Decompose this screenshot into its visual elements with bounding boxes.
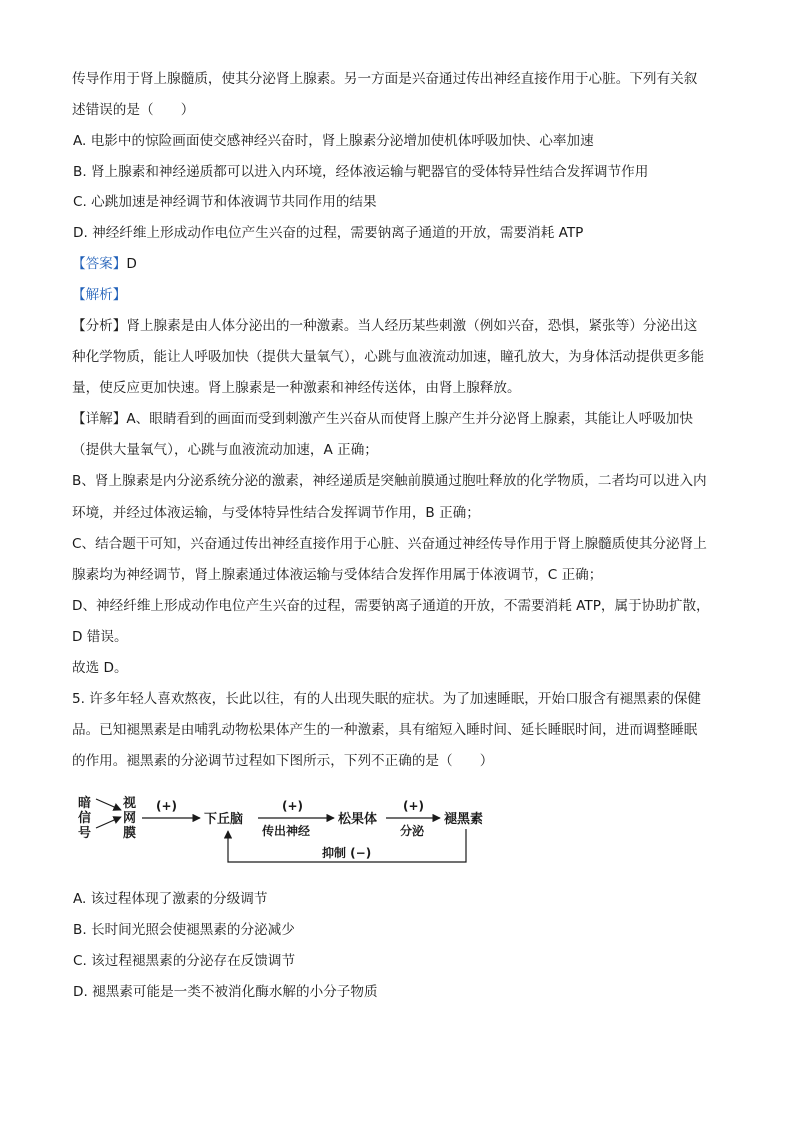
xiangjie-line-4: 环境，并经过体液运输，与受体特异性结合发挥调节作用，B 正确； — [72, 505, 480, 521]
fenxi-line-2: 种化学物质，能让人呼吸加快（提供大量氧气），心跳与血液流动加速，瞳孔放大，为身体活动提供更多能 — [72, 349, 705, 365]
xiangjie-line-5: C、结合题干可知，兴奋通过传出神经直接作用于心脏、兴奋通过神经传导作用于肾上腺髓质使其分泌肾上 — [72, 536, 707, 552]
xiangjie-line-6: 腺素均为神经调节，肾上腺素通过体液运输与受体结合发挥作用属于体液调节，C 正确； — [72, 567, 603, 583]
hypothalamus-label: 下丘脑 — [204, 812, 244, 827]
question-5-stem-line-3: 的作用。褪黑素的分泌调节过程如下图所示，下列不正确的是（ ） — [72, 753, 494, 769]
efferent-nerve-label: 传出神经 — [262, 824, 311, 838]
answer-line — [72, 255, 724, 273]
question-4-stem-line-2: 述错误的是（ ） — [72, 102, 195, 118]
signal-char-1: 暗 — [78, 796, 92, 811]
xiangjie-line-2: （提供大量氧气），心跳与血液流动加速，A 正确； — [72, 442, 378, 458]
xiangjie-line-8: D 错误。 — [72, 629, 128, 645]
question-4-stem-line-1: 传导作用于肾上腺髓质，使其分泌肾上腺素。另一方面是兴奋通过传出神经直接作用于心脏。下列有关叙 — [72, 71, 698, 87]
question-5-stem-line-2: 品。已知褪黑素是由哺乳动物松果体产生的一种激素，具有缩短入睡时间、延长睡眠时间，进而调整睡眠 — [72, 722, 698, 738]
signal-arrow-upper — [96, 799, 121, 810]
xiangjie-line-3: B、肾上腺素是内分泌系统分泌的激素，神经递质是突触前膜通过胞吐释放的化学物质，二者均可以进入内 — [72, 473, 707, 489]
retina-char-1: 视 — [123, 796, 137, 811]
fenxi-tag: 【分析】 — [72, 318, 127, 334]
plus-label-2: (+) — [282, 799, 304, 813]
plus-label-1: (+) — [156, 799, 178, 813]
fenxi-line-1 — [72, 317, 724, 335]
fenxi-text-1: 肾上腺素是由人体分泌出的一种激素。当人经历某些刺激（例如兴奋，恐惧，紧张等）分泌出这 — [126, 318, 698, 334]
pineal-label: 松果体 — [338, 812, 378, 827]
plus-label-3: (+) — [403, 799, 425, 813]
xiangjie-text-1: A、眼睛看到的画面而受到刺激产生兴奋从而使肾上腺产生并分泌肾上腺素，其能让人呼吸加快 — [126, 411, 694, 427]
melatonin-label: 褪黑素 — [444, 812, 484, 827]
secrete-label: 分泌 — [400, 824, 425, 838]
question-5-stem-line-1: 5. 许多年轻人喜欢熬夜，长此以往，有的人出现失眠的症状。为了加速睡眠，开始口服含有褪黑素的保健 — [72, 691, 702, 707]
xiangjie-tag: 【详解】 — [72, 411, 127, 427]
signal-char-2: 信 — [78, 811, 92, 826]
signal-char-3: 号 — [78, 826, 92, 841]
q5-option-c: C. 该过程褪黑素的分泌存在反馈调节 — [73, 953, 296, 969]
signal-arrow-lower — [96, 817, 121, 828]
inhibit-label: 抑制 (−) — [322, 846, 372, 860]
q5-option-b: B. 长时间光照会使褪黑素的分泌减少 — [73, 922, 295, 938]
answer-tag: 【答案】 — [72, 256, 127, 272]
answer-value: D — [126, 256, 137, 272]
retina-char-3: 膜 — [123, 826, 137, 841]
fenxi-line-3: 量，使反应更加快速。肾上腺素是一种激素和神经传送体，由肾上腺释放。 — [72, 380, 521, 396]
option-d: D. 神经纤维上形成动作电位产生兴奋的过程，需要钠离子通道的开放，需要消耗 ATP — [73, 225, 584, 241]
option-a: A. 电影中的惊险画面使交感神经兴奋时，肾上腺素分泌增加使机体呼吸加快、心率加速 — [73, 133, 594, 149]
option-c: C. 心跳加速是神经调节和体液调节共同作用的结果 — [73, 194, 377, 210]
q5-option-d: D. 褪黑素可能是一类不被消化酶水解的小分子物质 — [73, 984, 378, 1000]
xiangjie-line-1 — [72, 410, 724, 428]
option-b: B. 肾上腺素和神经递质都可以进入内环境，经体液运输与靶器官的受体特异性结合发挥调节作用 — [73, 164, 649, 180]
xiangjie-line-7: D、神经纤维上形成动作电位产生兴奋的过程，需要钠离子通道的开放，不需要消耗 ATP，属于协助扩散， — [72, 598, 710, 614]
melatonin-regulation-diagram — [76, 793, 506, 868]
xiangjie-line-9: 故选 D。 — [72, 660, 128, 676]
analysis-tag: 【解析】 — [72, 287, 127, 303]
retina-char-2: 网 — [123, 811, 137, 826]
q5-option-a: A. 该过程体现了激素的分级调节 — [73, 891, 268, 907]
